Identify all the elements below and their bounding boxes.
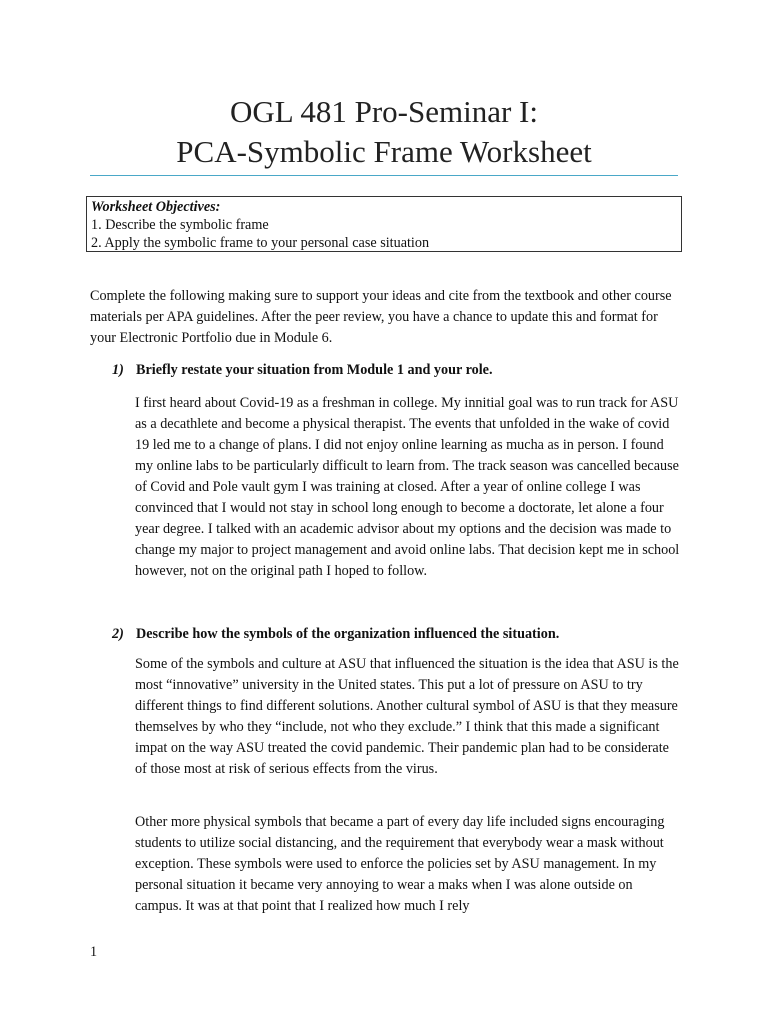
- answer-2-paragraph-2: Other more physical symbols that became a part of every day life included signs encouraging students to utilize social distancing, and the requirement that everybody wear a mask without exception. These symbols were used to enforce the policies set by ASU management. In my personal situation it became very annoying to wear a maks when I was alone outside on campus. It was at that point that I realized how much I rely: [135, 814, 665, 914]
- answer-1-paragraph: I first heard about Covid-19 as a freshman in college. My innitial goal was to run track for ASU as a decathlete and become a physical therapist. The events that unfolded in the wake of covid 19 led me to a change of plans. I did not enjoy online learning as mucha as in person. I found my online labs to be particularly difficult to learn from. The track season was cancelled because of Covid and Pole vault gym I was training at closed. After a year of online college I was convinced that I would not stay in school long enough to become a doctorate, let alone a four year degree. I talked with an academic advisor about my options and the decision was made to change my major to project management and avoid online labs. That decision kept me in school however, not on the original path I hoped to follow.: [135, 395, 680, 579]
- question-2-text: Describe how the symbols of the organization influenced the situation.: [136, 626, 560, 642]
- objective-item-1: 1. Describe the symbolic frame: [91, 217, 269, 233]
- title-line-1: OGL 481 Pro-Seminar I:: [230, 94, 538, 129]
- question-2: [112, 624, 682, 644]
- question-2-number: 2): [112, 626, 124, 642]
- answer-2-paragraph-1: Some of the symbols and culture at ASU that influenced the situation is the idea that ASU is the most “innovative” university in the United states. This put a lot of pressure on ASU to try different things to find different solutions. Another cultural symbol of ASU is that they measure themselves by who they “include, not who they exclude.” I think that this made a significant impat on the way ASU treated the covid pandemic. Their pandemic plan had to be considerate of those most at risk of serious effects from the virus.: [135, 656, 679, 777]
- question-1-text: Briefly restate your situation from Module 1 and your role.: [136, 362, 493, 378]
- page-title: [90, 92, 678, 172]
- title-divider: [90, 175, 678, 176]
- question-1: [112, 360, 682, 380]
- objectives-box: [86, 196, 682, 252]
- objectives-heading: Worksheet Objectives:: [91, 199, 221, 215]
- intro-paragraph: Complete the following making sure to support your ideas and cite from the textbook and other course materials per APA guidelines. After the peer review, you have a chance to update this and format for your Electronic Portfolio due in Module 6.: [90, 288, 672, 346]
- title-line-2: PCA-Symbolic Frame Worksheet: [176, 134, 592, 169]
- objective-item-2: 2. Apply the symbolic frame to your personal case situation: [91, 235, 430, 251]
- page-number: 1: [90, 944, 98, 960]
- question-1-number: 1): [112, 362, 124, 378]
